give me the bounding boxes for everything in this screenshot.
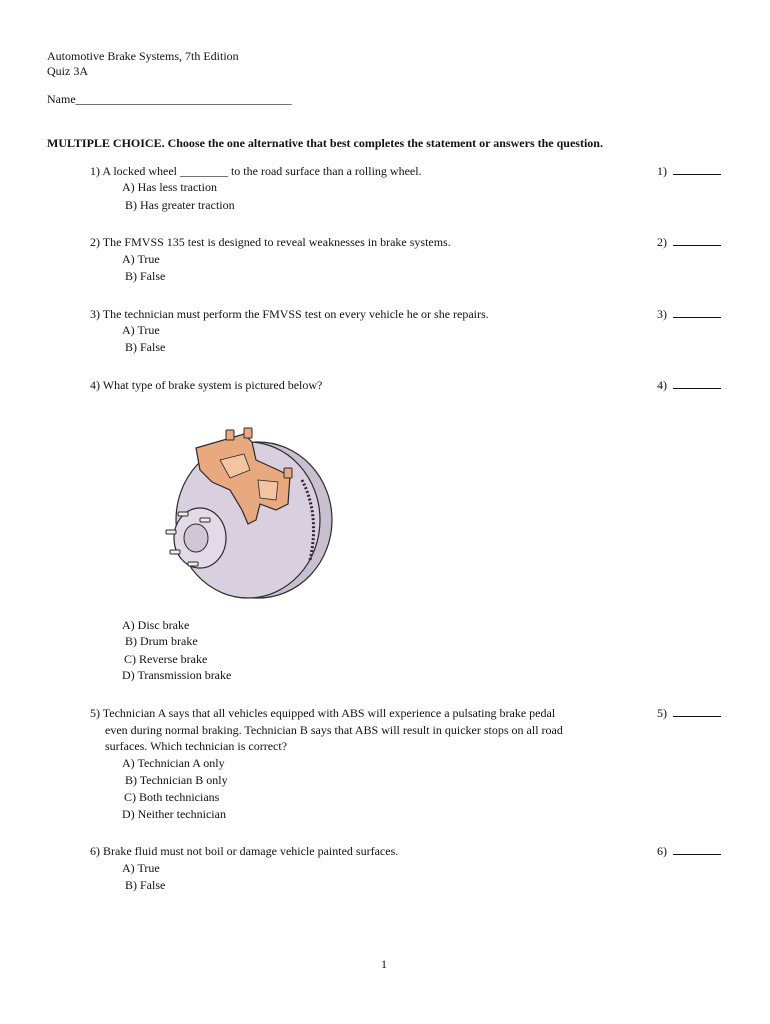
- answer-field[interactable]: [657, 163, 721, 179]
- answer-blank[interactable]: [673, 306, 721, 318]
- answer-label: 4): [657, 378, 667, 392]
- option-a: A) True: [122, 252, 160, 266]
- answer-blank[interactable]: [673, 234, 721, 246]
- answer-field[interactable]: [657, 705, 721, 721]
- question-text-line-3: surfaces. Which technician is correct?: [105, 739, 288, 753]
- option-d: D) Neither technician: [122, 807, 226, 821]
- quiz-label: Quiz 3A: [47, 64, 88, 78]
- answer-label: 6): [657, 844, 667, 858]
- option-a: A) Disc brake: [122, 618, 190, 632]
- option-b: B) False: [125, 340, 166, 354]
- question-text-line-1: 5) Technician A says that all vehicles equipped with ABS will experience a pulsating brake pedal: [90, 706, 556, 720]
- question-text: 1) A locked wheel ________ to the road surface than a rolling wheel.: [90, 164, 422, 178]
- answer-label: 5): [657, 706, 667, 720]
- answer-blank[interactable]: [673, 377, 721, 389]
- answer-label: 3): [657, 307, 667, 321]
- name-line: Name____________________________________: [47, 92, 292, 106]
- answer-blank[interactable]: [673, 163, 721, 175]
- page-number: 1: [381, 957, 387, 971]
- instructions: MULTIPLE CHOICE. Choose the one alternative that best completes the statement or answers the question.: [47, 136, 603, 150]
- book-title: Automotive Brake Systems, 7th Edition: [47, 49, 239, 63]
- option-b: B) Drum brake: [125, 634, 198, 648]
- option-a: A) True: [122, 861, 160, 875]
- question-text-line-2: even during normal braking. Technician B says that ABS will result in quicker stops on all road: [105, 723, 563, 737]
- answer-field[interactable]: [657, 843, 721, 859]
- answer-field[interactable]: [657, 306, 721, 322]
- answer-label: 2): [657, 235, 667, 249]
- option-b: B) Has greater traction: [125, 198, 235, 212]
- question-text: 2) The FMVSS 135 test is designed to reveal weaknesses in brake systems.: [90, 235, 451, 249]
- option-a: A) Has less traction: [122, 180, 217, 194]
- option-c: C) Reverse brake: [124, 652, 208, 666]
- answer-field[interactable]: [657, 377, 721, 393]
- hub-center: [184, 524, 208, 552]
- question-text: 4) What type of brake system is pictured below?: [90, 378, 323, 392]
- question-text: 6) Brake fluid must not boil or damage vehicle painted surfaces.: [90, 844, 399, 858]
- option-a: A) True: [122, 323, 160, 337]
- answer-field[interactable]: [657, 234, 721, 250]
- disc-brake-illustration: [160, 420, 340, 600]
- question-text: 3) The technician must perform the FMVSS test on every vehicle he or she repairs.: [90, 307, 489, 321]
- option-b: B) Technician B only: [125, 773, 228, 787]
- answer-label: 1): [657, 164, 667, 178]
- option-b: B) False: [125, 269, 166, 283]
- option-d: D) Transmission brake: [122, 668, 232, 682]
- answer-blank[interactable]: [673, 705, 721, 717]
- option-a: A) Technician A only: [122, 756, 225, 770]
- option-b: B) False: [125, 878, 166, 892]
- option-c: C) Both technicians: [124, 790, 220, 804]
- answer-blank[interactable]: [673, 843, 721, 855]
